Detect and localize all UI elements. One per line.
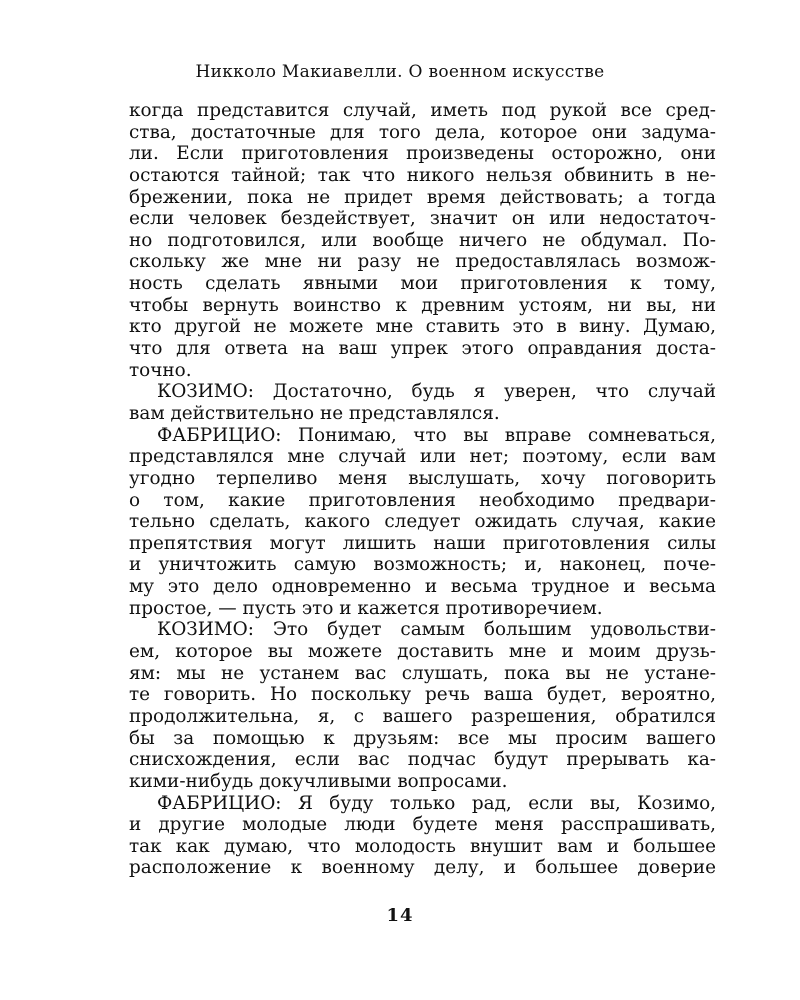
text-line: остаются тайной; так что никого нельзя обвинить в не- xyxy=(129,164,716,186)
text-line: чтобы вернуть воинство к древним устоям, ни вы, ни xyxy=(129,294,716,316)
text-line: КОЗИМО: Достаточно, будь я уверен, что случай xyxy=(157,381,716,403)
text-line: когда представится случай, иметь под рукой все сред- xyxy=(129,100,716,121)
running-header: Никколо Макиавелли. О военном искусстве xyxy=(195,62,605,82)
text-line: вам действительно не представлялся. xyxy=(129,402,500,424)
text-line: угодно терпеливо меня выслушать, хочу поговорить xyxy=(129,467,716,489)
text-line: но подготовился, или вообще ничего не обдумал. По- xyxy=(129,229,716,251)
text-line: му это дело одновременно и весьма трудное и весьма xyxy=(129,576,716,598)
text-line: те говорить. Но поскольку речь ваша будет, вероятно, xyxy=(129,684,716,706)
text-line: ям: мы не устанем вас слушать, пока вы не устане- xyxy=(129,662,716,684)
text-line: брежении, пока не придет время действовать; а тогда xyxy=(129,186,716,208)
text-line: бы за помощью к друзьям: все мы просим вашего xyxy=(129,727,716,749)
text-line: точно. xyxy=(129,359,192,381)
text-line: ФАБРИЦИО: Понимаю, что вы вправе сомневаться, xyxy=(157,424,716,446)
text-line: снисхождения, если вас подчас будут прерывать ка- xyxy=(129,749,716,771)
text-line: расположение к военному делу, и большее доверие xyxy=(129,857,716,879)
body-text xyxy=(129,100,716,879)
text-line: так как думаю, что молодость внушит вам и большее xyxy=(129,835,716,857)
text-line: и уничтожить самую возможность; и, наконец, поче- xyxy=(129,554,716,576)
text-line: скольку же мне ни разу не предоставлялась возмож- xyxy=(129,251,716,273)
text-line: ли. Если приготовления произведены осторожно, они xyxy=(129,143,716,165)
text-line: о том, какие приготовления необходимо предвари- xyxy=(129,489,716,511)
text-line: ства, достаточные для того дела, которое они задума- xyxy=(129,121,716,143)
text-line: тельно сделать, какого следует ожидать случая, какие xyxy=(129,511,716,533)
text-line: кими-нибудь докучливыми вопросами. xyxy=(129,770,508,792)
text-line: препятствия могут лишить наши приготовления силы xyxy=(129,532,716,554)
text-line: ем, которое вы можете доставить мне и моим друзь- xyxy=(129,641,716,663)
text-line: кто другой не можете мне ставить это в вину. Думаю, xyxy=(129,316,716,338)
text-line: КОЗИМО: Это будет самым большим удовольстви- xyxy=(157,619,716,641)
text-line: ность сделать явными мои приготовления к тому, xyxy=(129,273,716,295)
text-line: простое, — пусть это и кажется противоречием. xyxy=(129,597,603,619)
text-line: продолжительна, я, с вашего разрешения, обратился xyxy=(129,705,716,727)
text-line: если человек бездействует, значит он или недостаточ- xyxy=(129,208,716,230)
text-line: что для ответа на ваш упрек этого оправдания доста- xyxy=(129,338,716,360)
text-line: ФАБРИЦИО: Я буду только рад, если вы, Козимо, xyxy=(157,792,716,814)
text-line: представлялся мне случай или нет; поэтому, если вам xyxy=(129,446,716,468)
page-number: 14 xyxy=(386,905,414,926)
text-line: и другие молодые люди будете меня расспрашивать, xyxy=(129,814,716,836)
